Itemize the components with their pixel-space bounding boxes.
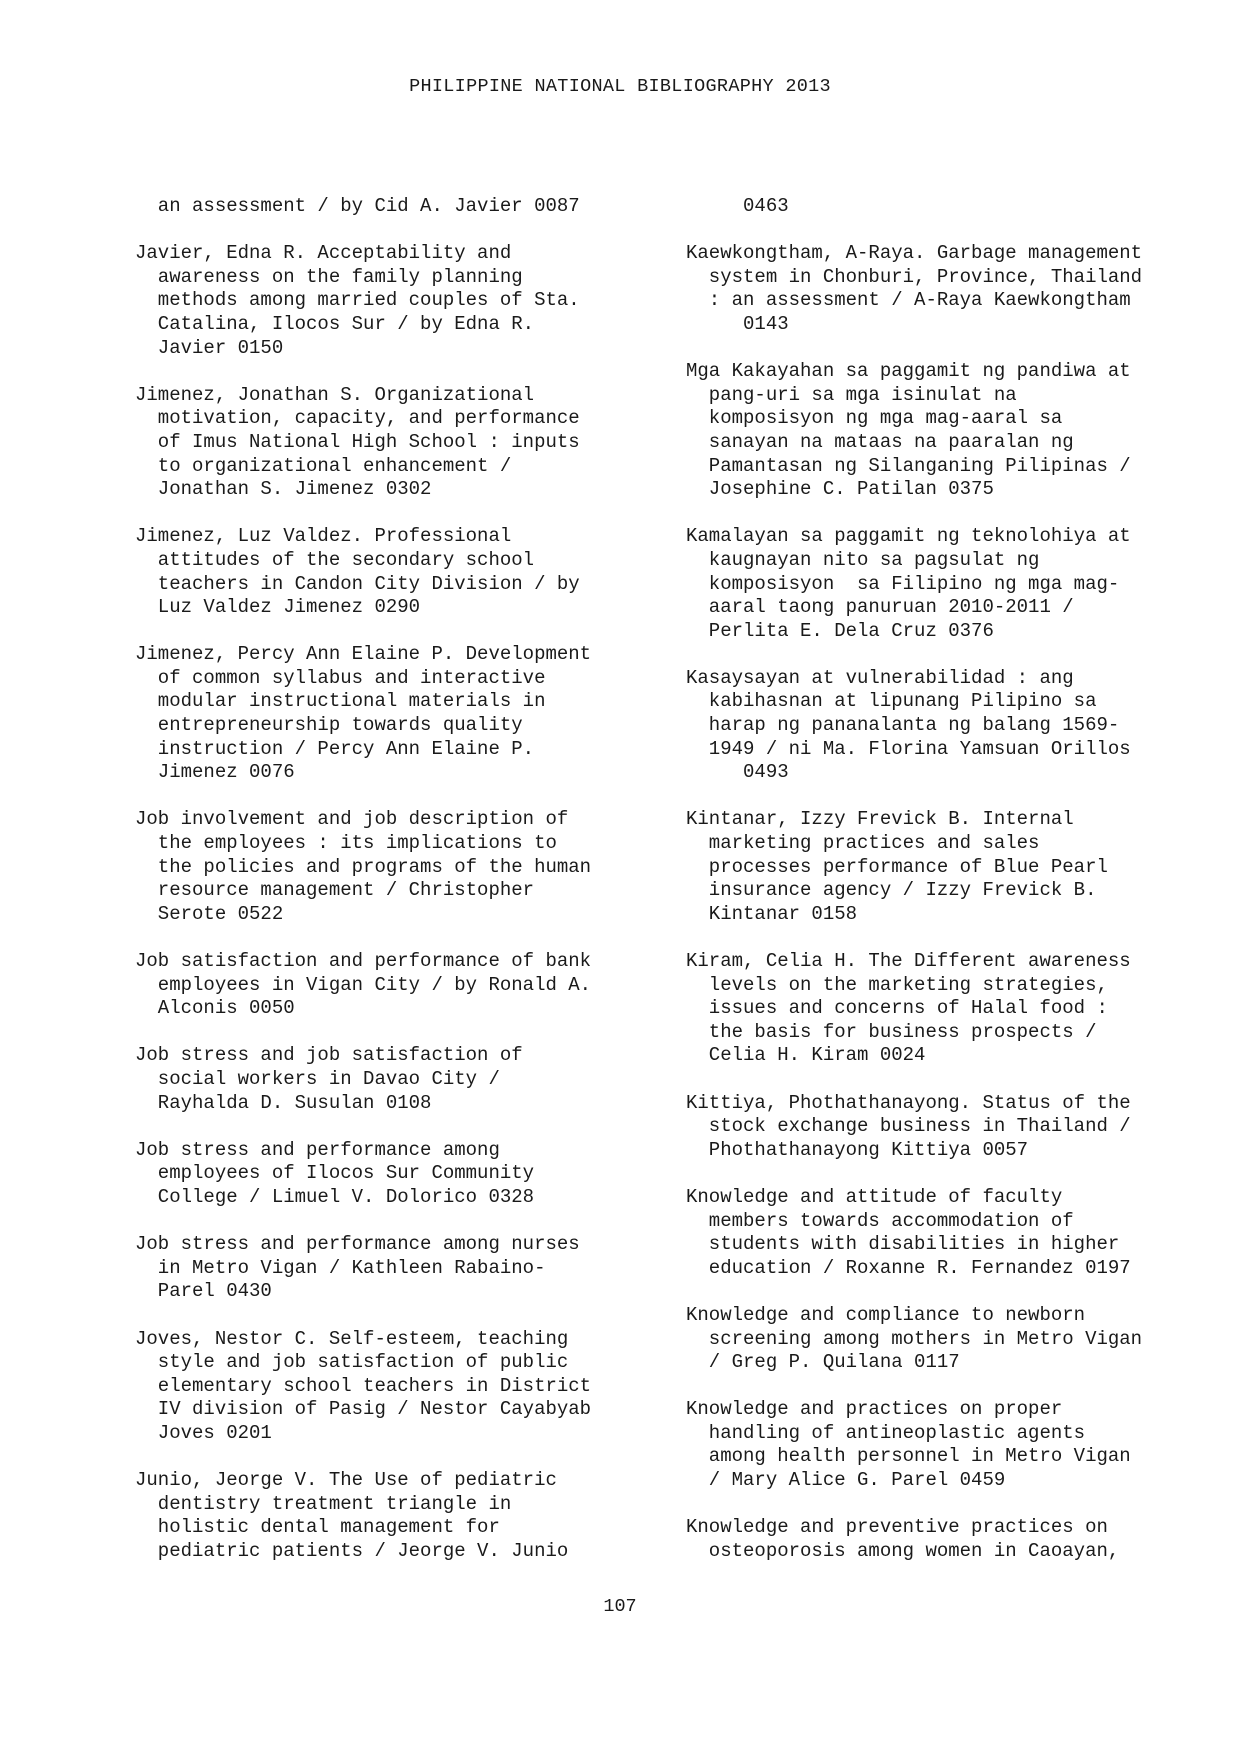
bibliography-entry: Jimenez, Jonathan S. Organizational motivation, capacity, and performance of Imus National High School : inputs to organizational enhancement / Jonathan S. Jimenez 0302	[135, 383, 580, 501]
bibliography-entry: Knowledge and attitude of faculty members towards accommodation of students with disabilities in higher education / Roxanne R. Fernandez 0197	[686, 1185, 1131, 1279]
bibliography-entry: Job stress and job satisfaction of social workers in Davao City / Rayhalda D. Susulan 0108	[135, 1044, 523, 1114]
bibliography-entry: Kaewkongtham, A-Raya. Garbage management system in Chonburi, Province, Thailand : an assessment / A-Raya Kaewkongtham 0143	[686, 242, 1143, 335]
bibliography-entry: Job involvement and job description of the employees : its implications to the policies and programs of the human resource management / Christopher Serote 0522	[135, 808, 592, 925]
bibliography-entry: an assessment / by Cid A. Javier 0087	[135, 195, 580, 217]
bibliography-entry: Jimenez, Percy Ann Elaine P. Development of common syllabus and interactive modular instructional materials in entrepreneurship towards quality instruction / Percy Ann Elaine P. Jimenez 0076	[135, 643, 592, 784]
bibliography-entry: Kiram, Celia H. The Different awareness levels on the marketing strategies, issues and concerns of Halal food : the basis for business prospects / Celia H. Kiram 0024	[686, 950, 1131, 1067]
bibliography-entry: Knowledge and practices on proper handling of antineoplastic agents among health personnel in Metro Vigan / Mary Alice G. Parel 0459	[686, 1398, 1131, 1492]
bibliography-entry: 0463	[686, 195, 789, 217]
bibliography-entry: Kasaysayan at vulnerabilidad : ang kabihasnan at lipunang Pilipino sa harap ng pananalanta ng balang 1569- 1949 / ni Ma. Florina Yamsuan Orillos 0493	[686, 666, 1131, 784]
bibliography-entry: Job satisfaction and performance of bank employees in Vigan City / by Ronald A. Alconis 0050	[135, 950, 592, 1020]
bibliography-entry: Jimenez, Luz Valdez. Professional attitudes of the secondary school teachers in Candon City Division / by Luz Valdez Jimenez 0290	[135, 525, 580, 619]
bibliography-entry: Kamalayan sa paggamit ng teknolohiya at kaugnayan nito sa pagsulat ng komposisyon sa Filipino ng mga mag- aaral taong panuruan 2010-2011 / Perlita E. Dela Cruz 0376	[686, 525, 1131, 642]
bibliography-entry: Knowledge and preventive practices on osteoporosis among women in Caoayan,	[686, 1516, 1120, 1562]
bibliography-entry: Kintanar, Izzy Frevick B. Internal marketing practices and sales processes performance of Blue Pearl insurance agency / Izzy Frevick B. Kintanar 0158	[686, 808, 1108, 925]
bibliography-entry: Joves, Nestor C. Self-esteem, teaching style and job satisfaction of public elementary school teachers in District IV division of Pasig / Nestor Cayabyab Joves 0201	[135, 1327, 592, 1444]
bibliography-entry: Javier, Edna R. Acceptability and awareness on the family planning methods among married couples of Sta. Catalina, Ilocos Sur / by Edna R. Javier 0150	[135, 242, 580, 359]
running-head: PHILIPPINE NATIONAL BIBLIOGRAPHY 2013	[409, 76, 831, 97]
bibliography-entry: Job stress and performance among employees of Ilocos Sur Community College / Limuel V. Dolorico 0328	[135, 1138, 535, 1208]
bibliography-entry: Junio, Jeorge V. The Use of pediatric dentistry treatment triangle in holistic dental management for pediatric patients / Jeorge V. Junio	[135, 1469, 569, 1562]
bibliography-entry: Job stress and performance among nurses in Metro Vigan / Kathleen Rabaino- Parel 0430	[135, 1233, 580, 1303]
bibliography-entry: Kittiya, Phothathanayong. Status of the stock exchange business in Thailand / Phothathanayong Kittiya 0057	[686, 1091, 1131, 1161]
left-column	[135, 195, 655, 1587]
bibliography-entry: Knowledge and compliance to newborn screening among mothers in Metro Vigan / Greg P. Quilana 0117	[686, 1303, 1143, 1374]
right-column	[686, 195, 1206, 1587]
page-number: 107	[603, 1596, 637, 1617]
bibliography-entry: Mga Kakayahan sa paggamit ng pandiwa at pang-uri sa mga isinulat na komposisyon ng mga mag-aaral sa sanayan na mataas na paaralan ng Pamantasan ng Silanganing Pilipinas / Josephine C. Patilan 0375	[686, 360, 1131, 501]
